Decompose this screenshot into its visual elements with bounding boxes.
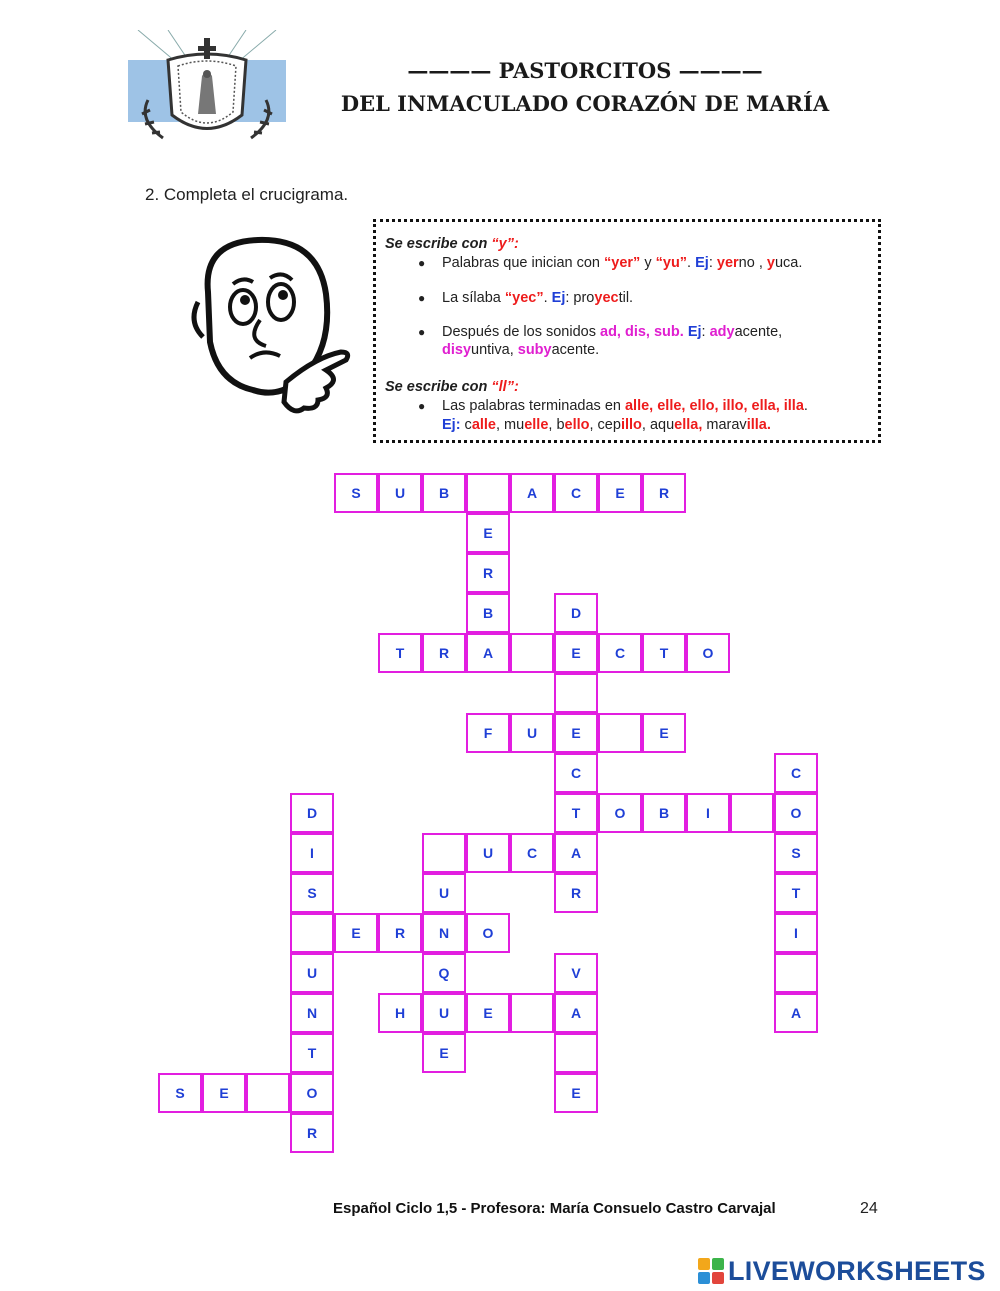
rule-text: : xyxy=(708,255,717,271)
crossword-blank-cell[interactable] xyxy=(554,673,598,713)
rule-key: “yec” xyxy=(504,290,544,306)
example-highlight: suby xyxy=(517,342,552,358)
crossword-cell: E xyxy=(334,913,378,953)
crossword-blank-cell[interactable] xyxy=(422,833,466,873)
crossword-cell: T xyxy=(290,1033,334,1073)
thinking-face-illustration xyxy=(188,232,356,424)
rule-text: Las palabras terminadas en xyxy=(442,398,625,414)
rule-text: acente, xyxy=(734,324,783,340)
y-rule-1 xyxy=(442,254,802,272)
crossword-cell: N xyxy=(290,993,334,1033)
crossword-cell: I xyxy=(774,913,818,953)
crossword-cell: C xyxy=(554,473,598,513)
rule-key: alle, elle, ello, illo, ella, illa xyxy=(624,398,804,414)
liveworksheets-wordmark: LIVEWORKSHEETS xyxy=(728,1255,986,1286)
rule-text: untiva, xyxy=(471,342,518,358)
liveworksheets-brand xyxy=(698,1256,986,1286)
header-title-line1: ———— PASTORCITOS ———— xyxy=(407,58,763,83)
crossword-cell: B xyxy=(466,593,510,633)
rule-text: Después de los sonidos xyxy=(442,324,600,340)
example-highlight: disy xyxy=(442,342,472,358)
crossword-cell: R xyxy=(378,913,422,953)
crossword-blank-cell[interactable] xyxy=(598,713,642,753)
crossword-cell: E xyxy=(202,1073,246,1113)
crossword-cell: T xyxy=(378,633,422,673)
spelling-rules-box xyxy=(373,219,881,443)
ll-heading-text: Se escribe con xyxy=(385,379,492,395)
bullet-icon: ● xyxy=(418,256,426,270)
crossword-cell: V xyxy=(554,953,598,993)
example-highlight: alle xyxy=(471,417,496,433)
crossword-cell: T xyxy=(774,873,818,913)
crossword-cell: A xyxy=(554,993,598,1033)
crossword-cell: H xyxy=(378,993,422,1033)
crossword-cell: E xyxy=(642,713,686,753)
crossword-cell: I xyxy=(686,793,730,833)
example-highlight: ello xyxy=(564,417,590,433)
crossword-cell: D xyxy=(290,793,334,833)
crossword-cell: E xyxy=(466,993,510,1033)
example-highlight: ella, xyxy=(674,417,703,433)
crossword-cell: O xyxy=(598,793,642,833)
y-heading-key: “y”: xyxy=(491,236,519,252)
rule-text: marav xyxy=(702,417,747,433)
rule-text: , b xyxy=(548,417,565,433)
rule-text: , mu xyxy=(496,417,525,433)
crossword-cell: S xyxy=(334,473,378,513)
crossword-cell: B xyxy=(642,793,686,833)
crossword-cell: R xyxy=(466,553,510,593)
rule-text: . xyxy=(687,255,696,271)
crossword-cell: O xyxy=(774,793,818,833)
page-number: 24 xyxy=(860,1200,878,1217)
crossword-blank-cell[interactable] xyxy=(246,1073,290,1113)
crossword-cell: E xyxy=(554,633,598,673)
crossword-cell: U xyxy=(510,713,554,753)
crossword-cell: F xyxy=(466,713,510,753)
crossword-blank-cell[interactable] xyxy=(466,473,510,513)
rule-key: “yer” xyxy=(604,255,641,271)
crossword-cell: E xyxy=(554,1073,598,1113)
crossword-cell: Q xyxy=(422,953,466,993)
bullet-icon: ● xyxy=(418,325,426,339)
crossword-cell: N xyxy=(422,913,466,953)
example-highlight: yer xyxy=(716,255,739,271)
crossword-cell: U xyxy=(466,833,510,873)
crossword-cell: O xyxy=(466,913,510,953)
crossword-cell: R xyxy=(290,1113,334,1153)
example-label: Ej: xyxy=(442,417,461,433)
crossword-grid xyxy=(158,473,820,1150)
y-rule-3 xyxy=(442,323,872,359)
example-highlight: illo xyxy=(620,417,642,433)
rule-text: : xyxy=(701,324,710,340)
crossword-blank-cell[interactable] xyxy=(510,993,554,1033)
rule-text: c xyxy=(460,417,472,433)
example-label: Ej xyxy=(695,255,709,271)
example-highlight: y xyxy=(766,255,775,271)
crossword-cell: T xyxy=(642,633,686,673)
example-highlight: elle xyxy=(524,417,549,433)
liveworksheets-logo-icon xyxy=(698,1258,724,1284)
rule-text: til. xyxy=(618,290,634,306)
crossword-cell: B xyxy=(422,473,466,513)
crossword-blank-cell[interactable] xyxy=(774,953,818,993)
crossword-cell: O xyxy=(686,633,730,673)
crossword-cell: C xyxy=(598,633,642,673)
crossword-cell: I xyxy=(290,833,334,873)
instruction-text: 2. Completa el crucigrama. xyxy=(145,185,349,204)
ll-rule-examples xyxy=(442,416,771,434)
example-label: Ej xyxy=(687,324,702,340)
rule-text: La sílaba xyxy=(442,290,505,306)
crossword-cell: U xyxy=(422,993,466,1033)
crossword-cell: D xyxy=(554,593,598,633)
crossword-cell: E xyxy=(554,713,598,753)
crossword-cell: C xyxy=(510,833,554,873)
ll-rule-1 xyxy=(442,397,872,415)
crossword-cell: O xyxy=(290,1073,334,1113)
crossword-cell: A xyxy=(466,633,510,673)
crossword-cell: U xyxy=(378,473,422,513)
example-highlight: ady xyxy=(709,324,735,340)
rule-text: , cep xyxy=(589,417,621,433)
example-highlight: yec xyxy=(594,290,619,306)
crossword-blank-cell[interactable] xyxy=(510,633,554,673)
header-title-line2: DEL INMACULADO CORAZÓN DE MARÍA xyxy=(340,91,830,116)
example-highlight: illa. xyxy=(746,417,771,433)
rule-text: : pro xyxy=(565,290,595,306)
crossword-cell: R xyxy=(422,633,466,673)
rule-key: “yu” xyxy=(655,255,688,271)
rule-text: uca. xyxy=(774,255,803,271)
rule-text: Palabras que inician con xyxy=(442,255,605,271)
example-label: Ej xyxy=(551,290,566,306)
y-heading-text: Se escribe con xyxy=(385,236,492,252)
crossword-cell: A xyxy=(774,993,818,1033)
crossword-blank-cell[interactable] xyxy=(290,913,334,953)
crossword-cell: E xyxy=(466,513,510,553)
bullet-icon: ● xyxy=(418,399,426,413)
y-rule-heading xyxy=(385,235,519,253)
rule-key: ad, dis, sub. xyxy=(600,324,684,340)
rule-text: . xyxy=(803,398,808,414)
crossword-cell: R xyxy=(642,473,686,513)
crossword-cell: S xyxy=(774,833,818,873)
crossword-cell: E xyxy=(598,473,642,513)
crossword-blank-cell[interactable] xyxy=(554,1033,598,1073)
rule-text: acente. xyxy=(551,342,600,358)
crossword-cell: C xyxy=(554,753,598,793)
rule-text: , aqu xyxy=(641,417,675,433)
crossword-cell: A xyxy=(554,833,598,873)
rule-text: no , xyxy=(738,255,767,271)
rule-text: y xyxy=(640,255,656,271)
rule-text: . xyxy=(543,290,552,306)
footer-text: Español Ciclo 1,5 - Profesora: María Consuelo Castro Carvajal xyxy=(333,1200,776,1217)
school-crest-logo xyxy=(128,30,286,146)
crossword-cell: S xyxy=(158,1073,202,1113)
crossword-cell: R xyxy=(554,873,598,913)
crossword-cell: C xyxy=(774,753,818,793)
crossword-cell: U xyxy=(290,953,334,993)
bullet-icon: ● xyxy=(418,291,426,305)
crossword-cell: E xyxy=(422,1033,466,1073)
crossword-blank-cell[interactable] xyxy=(730,793,774,833)
crossword-cell: U xyxy=(422,873,466,913)
y-rule-2 xyxy=(442,289,633,307)
crossword-cell: S xyxy=(290,873,334,913)
ll-rule-heading xyxy=(385,378,519,396)
crossword-cell: T xyxy=(554,793,598,833)
crossword-cell: A xyxy=(510,473,554,513)
ll-heading-key: “ll”: xyxy=(491,379,519,395)
